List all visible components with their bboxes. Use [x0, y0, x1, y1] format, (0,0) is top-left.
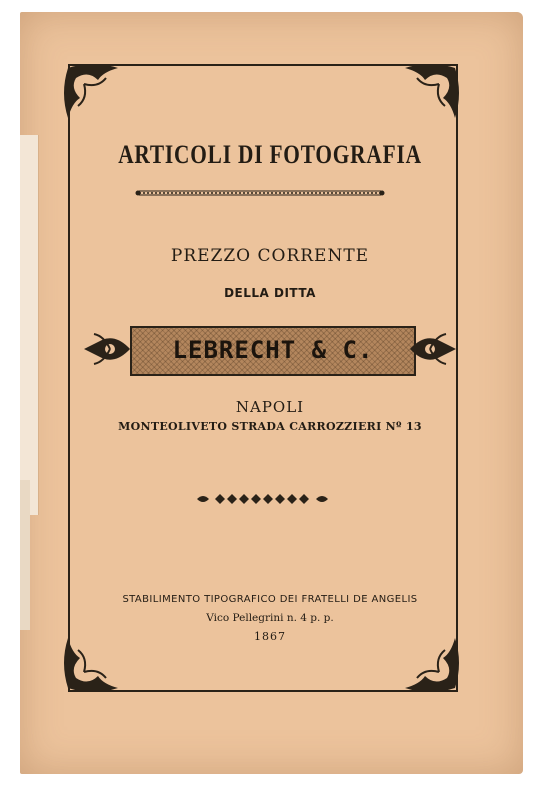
decorative-ornament-middle: [195, 490, 330, 508]
banner-flourish-right-icon: [408, 326, 460, 372]
corner-ornament-top-left: [58, 58, 128, 128]
printer-name: STABILIMENTO TIPOGRAFICO DEI FRATELLI DE ANGELIS: [122, 594, 418, 605]
decorative-rule-top: [135, 188, 385, 198]
torn-spine-edge: [20, 135, 39, 515]
banner-flourish-left-icon: [80, 326, 132, 372]
della-ditta-label: DELLA DITTA: [224, 286, 316, 300]
company-name-plate: [130, 326, 416, 376]
document-subtitle: PREZZO CORRENTE: [170, 246, 370, 266]
document-title: ARTICOLI DI FOTOGRAFIA: [118, 140, 422, 169]
company-name: LEBRECHT & C.: [172, 336, 374, 364]
city-name: NAPOLI: [235, 398, 305, 416]
publication-year: 1867: [254, 630, 286, 643]
street-address: MONTEOLIVETO STRADA CARROZZIERI Nº 13: [118, 420, 422, 433]
torn-spine-edge-lower: [20, 480, 30, 630]
printer-street: Vico Pellegrini n. 4 p. p.: [206, 612, 334, 624]
company-banner: [80, 322, 460, 378]
corner-ornament-top-right: [395, 58, 465, 128]
